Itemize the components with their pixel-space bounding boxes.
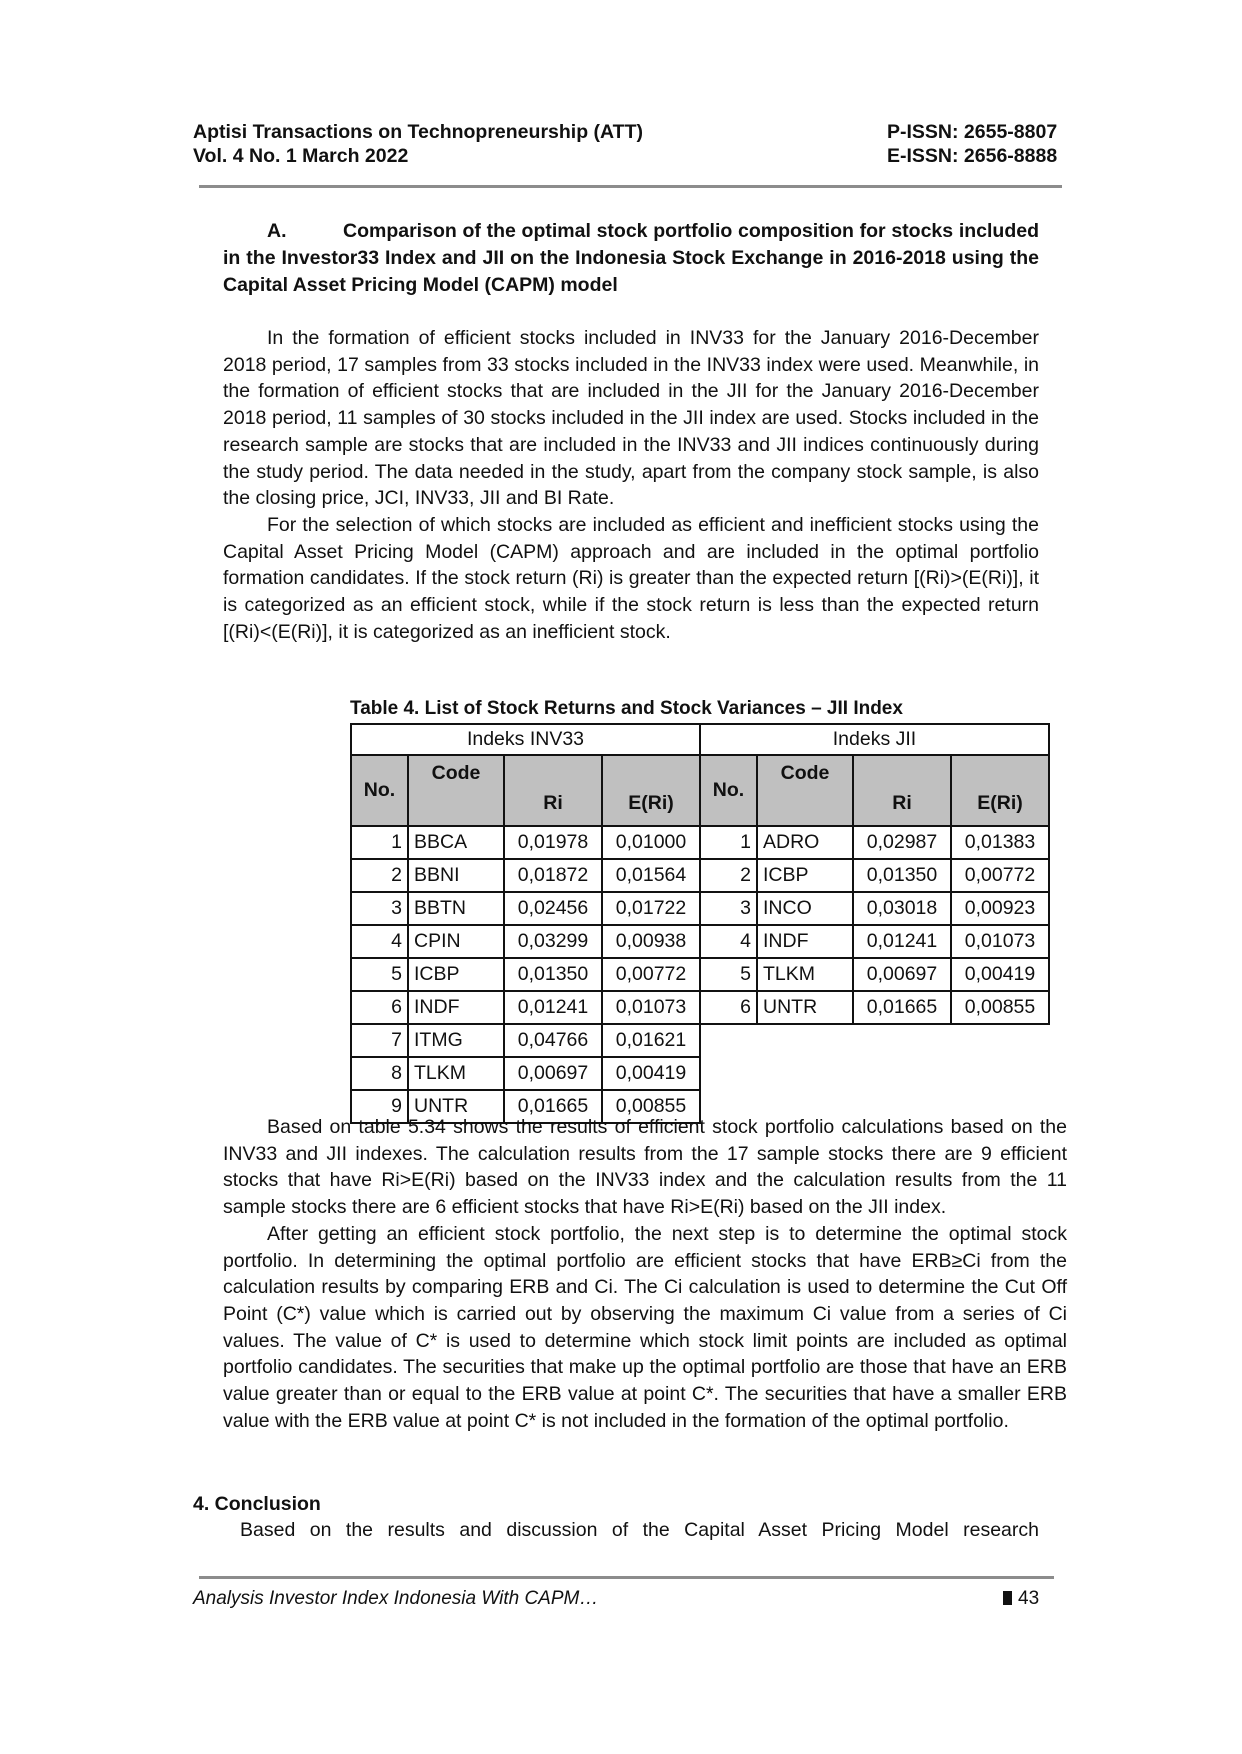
empty-cell xyxy=(700,1024,1049,1057)
cell-no: 2 xyxy=(351,859,408,892)
table-row xyxy=(351,1024,1049,1057)
cell-ri: 0,01241 xyxy=(504,991,602,1024)
cell-eri: 0,00419 xyxy=(951,958,1049,991)
column-header: E(Ri) xyxy=(951,755,1049,826)
cell-ri: 0,01350 xyxy=(853,859,951,892)
table-row xyxy=(351,1057,1049,1090)
paragraph: After getting an efficient stock portfolio, the next step is to determine the optimal stock portfolio. In determining the optimal portfolio are efficient stocks that have ERB≥Ci from the calculation results by comparing ERB and Ci. The Ci calculation is used to determine the Cut Off Point (C*) value which is carried out by observing the maximum Ci value from a series of Ci values. The value of C* is used to determine which stock limit points are included as optimal portfolio candidates. The securities that make up the optimal portfolio are those that have an ERB value greater than or equal to the ERB value at point C*. The securities that have a smaller ERB value with the ERB value at point C* is not included in the formation of the optimal portfolio. xyxy=(223,1222,1067,1432)
cell-ri: 0,02456 xyxy=(504,892,602,925)
p-issn: P-ISSN: 2655-8807 xyxy=(887,121,1058,143)
cell-ri: 0,03299 xyxy=(504,925,602,958)
cell-code: BBTN xyxy=(408,892,504,925)
cell-eri: 0,01722 xyxy=(602,892,700,925)
body-text-after-table xyxy=(223,1114,1067,1434)
cell-code: ICBP xyxy=(408,958,504,991)
cell-ri: 0,04766 xyxy=(504,1024,602,1057)
table-caption: Table 4. List of Stock Returns and Stock Variances – JII Index xyxy=(350,698,903,719)
table-row xyxy=(351,826,1049,859)
cell-code: TLKM xyxy=(408,1057,504,1090)
cell-code: UNTR xyxy=(408,1090,504,1123)
cell-eri: 0,00772 xyxy=(951,859,1049,892)
cell-eri: 0,01073 xyxy=(951,925,1049,958)
cell-no: 7 xyxy=(351,1024,408,1057)
cell-no: 8 xyxy=(351,1057,408,1090)
cell-no: 5 xyxy=(700,958,757,991)
table-row xyxy=(351,991,1049,1024)
journal-header-right xyxy=(887,120,1068,168)
paragraph: For the selection of which stocks are included as efficient and inefficient stocks using the Capital Asset Pricing Model (CAPM) approach and are included in the optimal portfolio formation candidates. If the stock return (Ri) is greater than the expected return [(Ri)>(E(Ri)], it is categorized as an efficient stock, while if the stock return is less than the expected return [(Ri)<(E(Ri)], it is categorized as an inefficient stock. xyxy=(223,513,1039,643)
cell-eri: 0,01000 xyxy=(602,826,700,859)
cell-no: 6 xyxy=(351,991,408,1024)
cell-ri: 0,00697 xyxy=(853,958,951,991)
cell-ri: 0,00697 xyxy=(504,1057,602,1090)
cell-code: ITMG xyxy=(408,1024,504,1057)
cell-code: BBCA xyxy=(408,826,504,859)
cell-code: BBNI xyxy=(408,859,504,892)
cell-ri: 0,01665 xyxy=(853,991,951,1024)
cell-eri: 0,00772 xyxy=(602,958,700,991)
cell-code: UNTR xyxy=(757,991,853,1024)
cell-eri: 0,01621 xyxy=(602,1024,700,1057)
section-letter: A. xyxy=(267,220,287,242)
journal-title: Aptisi Transactions on Technopreneurship (ATT) xyxy=(193,121,643,143)
table-row xyxy=(351,958,1049,991)
cell-code: ADRO xyxy=(757,826,853,859)
conclusion-body: Based on the results and discussion of the Capital Asset Pricing Model research xyxy=(240,1519,1039,1541)
cell-code: INDF xyxy=(757,925,853,958)
cell-code: INDF xyxy=(408,991,504,1024)
paragraph: Based on table 5.34 shows the results of efficient stock portfolio calculations based on the INV33 and JII indexes. The calculation results from the 17 sample stocks there are 9 efficient stocks that have Ri>E(Ri) based on the INV33 index and the calculation results from the 11 sample stocks there are 6 efficient stocks that have Ri>E(Ri) based on the JII index. xyxy=(223,1116,1067,1219)
section-title: Comparison of the optimal stock portfolio composition for stocks included in the Investor33 Index and JII on the Indonesia Stock Exchange in 2016-2018 using the Capital Asset Pricing Model (CAPM) model xyxy=(223,220,1039,296)
cell-eri: 0,00923 xyxy=(951,892,1049,925)
cell-code: CPIN xyxy=(408,925,504,958)
column-header: Ri xyxy=(504,755,602,826)
cell-ri: 0,01872 xyxy=(504,859,602,892)
e-issn: E-ISSN: 2656-8888 xyxy=(887,145,1058,167)
paragraph: In the formation of efficient stocks included in INV33 for the January 2016-December 2018 period, 17 samples from 33 stocks included in the INV33 index were used. Meanwhile, in the formation of efficient stocks that are included in the JII for the January 2016-December 2018 period, 11 samples of 30 stocks included in the JII index are used. Stocks included in the research sample are stocks that are included in the INV33 and JII indices continuously during the study period. The data needed in the study, apart from the company stock sample, is also the closing price, JCI, INV33, JII and BI Rate. xyxy=(223,327,1039,510)
cell-no: 3 xyxy=(351,892,408,925)
table-row xyxy=(351,859,1049,892)
group-header-jii: Indeks JII xyxy=(700,724,1049,755)
cell-ri: 0,02987 xyxy=(853,826,951,859)
header-divider xyxy=(199,185,1062,188)
cell-eri: 0,01073 xyxy=(602,991,700,1024)
footer-divider xyxy=(199,1576,1054,1579)
column-header: Ri xyxy=(853,755,951,826)
cell-no: 4 xyxy=(351,925,408,958)
cell-no: 2 xyxy=(700,859,757,892)
cell-code: ICBP xyxy=(757,859,853,892)
cell-eri: 0,00855 xyxy=(602,1090,700,1123)
cell-no: 1 xyxy=(700,826,757,859)
cell-ri: 0,01241 xyxy=(853,925,951,958)
conclusion-heading: 4. Conclusion xyxy=(193,1493,321,1515)
cell-eri: 0,01564 xyxy=(602,859,700,892)
cell-no: 9 xyxy=(351,1090,408,1123)
body-text-before-table xyxy=(223,325,1039,645)
page-number: 43 xyxy=(1018,1588,1040,1609)
square-bullet-icon xyxy=(1003,1591,1012,1605)
cell-ri: 0,01350 xyxy=(504,958,602,991)
cell-no: 5 xyxy=(351,958,408,991)
cell-ri: 0,01665 xyxy=(504,1090,602,1123)
journal-header-left xyxy=(193,120,643,168)
cell-no: 1 xyxy=(351,826,408,859)
column-header: Code xyxy=(757,755,853,826)
empty-cell xyxy=(700,1057,1049,1090)
group-header-inv33: Indeks INV33 xyxy=(351,724,700,755)
column-header: Code xyxy=(408,755,504,826)
cell-no: 6 xyxy=(700,991,757,1024)
running-title: Analysis Investor Index Indonesia With CAPM… xyxy=(193,1588,599,1609)
cell-eri: 0,00419 xyxy=(602,1057,700,1090)
cell-no: 3 xyxy=(700,892,757,925)
section-heading xyxy=(223,218,1039,299)
table-row xyxy=(351,892,1049,925)
cell-eri: 0,00855 xyxy=(951,991,1049,1024)
page-number-block xyxy=(1003,1588,1039,1610)
cell-code: INCO xyxy=(757,892,853,925)
cell-eri: 0,00938 xyxy=(602,925,700,958)
cell-ri: 0,03018 xyxy=(853,892,951,925)
column-header: No. xyxy=(700,755,757,826)
cell-eri: 0,01383 xyxy=(951,826,1049,859)
journal-volume: Vol. 4 No. 1 March 2022 xyxy=(193,145,409,167)
cell-ri: 0,01978 xyxy=(504,826,602,859)
column-header: E(Ri) xyxy=(602,755,700,826)
table-body xyxy=(351,826,1049,1123)
stock-returns-table xyxy=(350,723,1050,1124)
column-header: No. xyxy=(351,755,408,826)
table-row xyxy=(351,925,1049,958)
cell-code: TLKM xyxy=(757,958,853,991)
cell-no: 4 xyxy=(700,925,757,958)
